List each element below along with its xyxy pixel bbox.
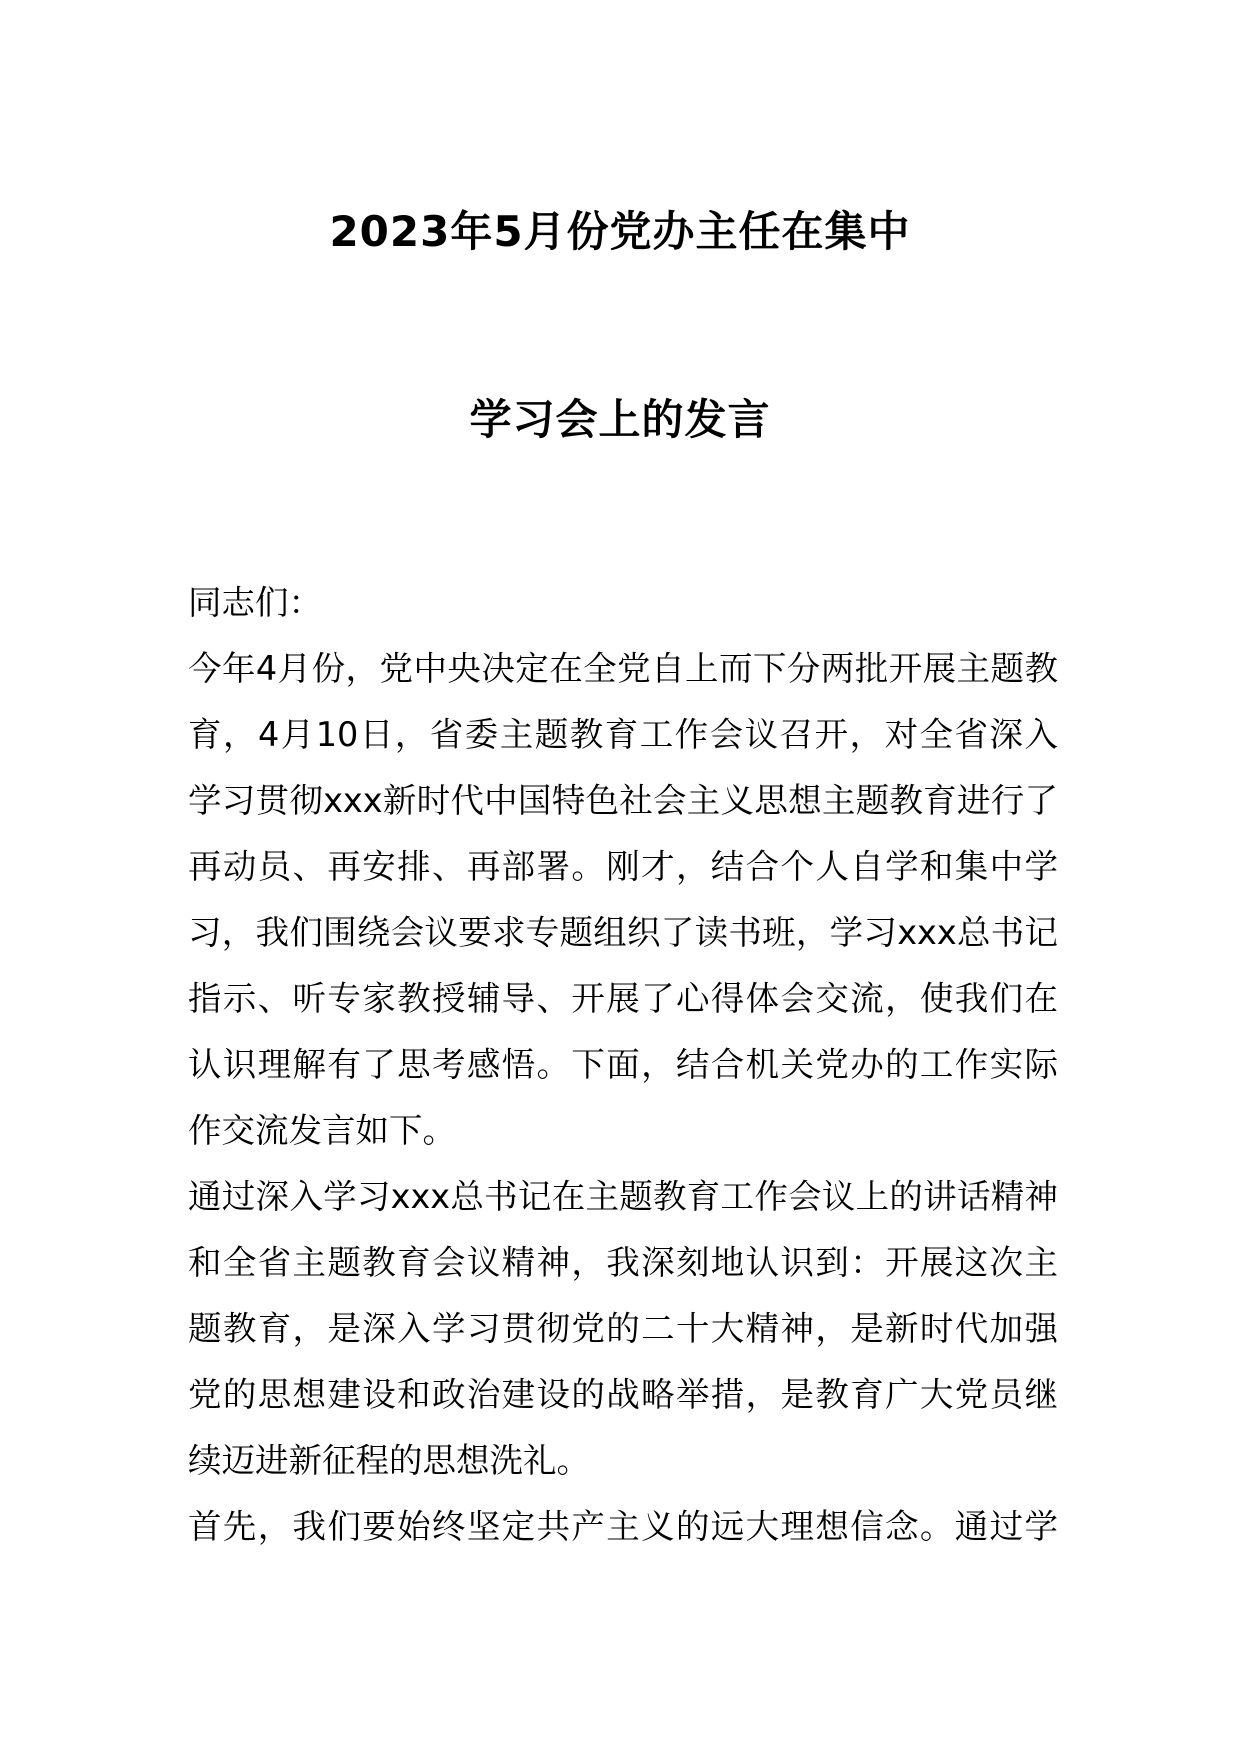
body-text-line: 同志们： bbox=[188, 583, 322, 622]
body-text-line: 和全省主题教育会议精神，我深刻地认识到：开展这次主 bbox=[188, 1243, 1058, 1282]
body-text-line: 再动员、再安排、再部署。刚才，结合个人自学和集中学 bbox=[188, 847, 1058, 886]
body-text-line: 学习贯彻xxx新时代中国特色社会主义思想主题教育进行了 bbox=[188, 781, 1058, 820]
body-text-line: 今年4月份，党中央决定在全党自上而下分两批开展主题教 bbox=[188, 649, 1058, 688]
body-text-line: 通过深入学习xxx总书记在主题教育工作会议上的讲话精神 bbox=[188, 1177, 1058, 1216]
document-title-line-1: 2023年5月份党办主任在集中 bbox=[329, 207, 911, 256]
body-text-line: 认识理解有了思考感悟。下面，结合机关党办的工作实际 bbox=[188, 1045, 1058, 1084]
body-text-line: 育，4月10日，省委主题教育工作会议召开，对全省深入 bbox=[188, 715, 1058, 754]
body-text-line: 党的思想建设和政治建设的战略举措，是教育广大党员继 bbox=[188, 1375, 1058, 1414]
body-text-line: 题教育，是深入学习贯彻党的二十大精神，是新时代加强 bbox=[188, 1309, 1058, 1348]
body-text-line: 指示、听专家教授辅导、开展了心得体会交流，使我们在 bbox=[188, 979, 1058, 1018]
document-title-line-2: 学习会上的发言 bbox=[469, 395, 771, 444]
body-text-line: 首先，我们要始终坚定共产主义的远大理想信念。通过学 bbox=[188, 1507, 1058, 1546]
body-text-line: 习，我们围绕会议要求专题组织了读书班，学习xxx总书记 bbox=[188, 913, 1058, 952]
body-text-line: 作交流发言如下。 bbox=[188, 1111, 456, 1150]
body-text-line: 续迈进新征程的思想洗礼。 bbox=[188, 1441, 590, 1480]
document-body bbox=[188, 570, 1058, 1560]
